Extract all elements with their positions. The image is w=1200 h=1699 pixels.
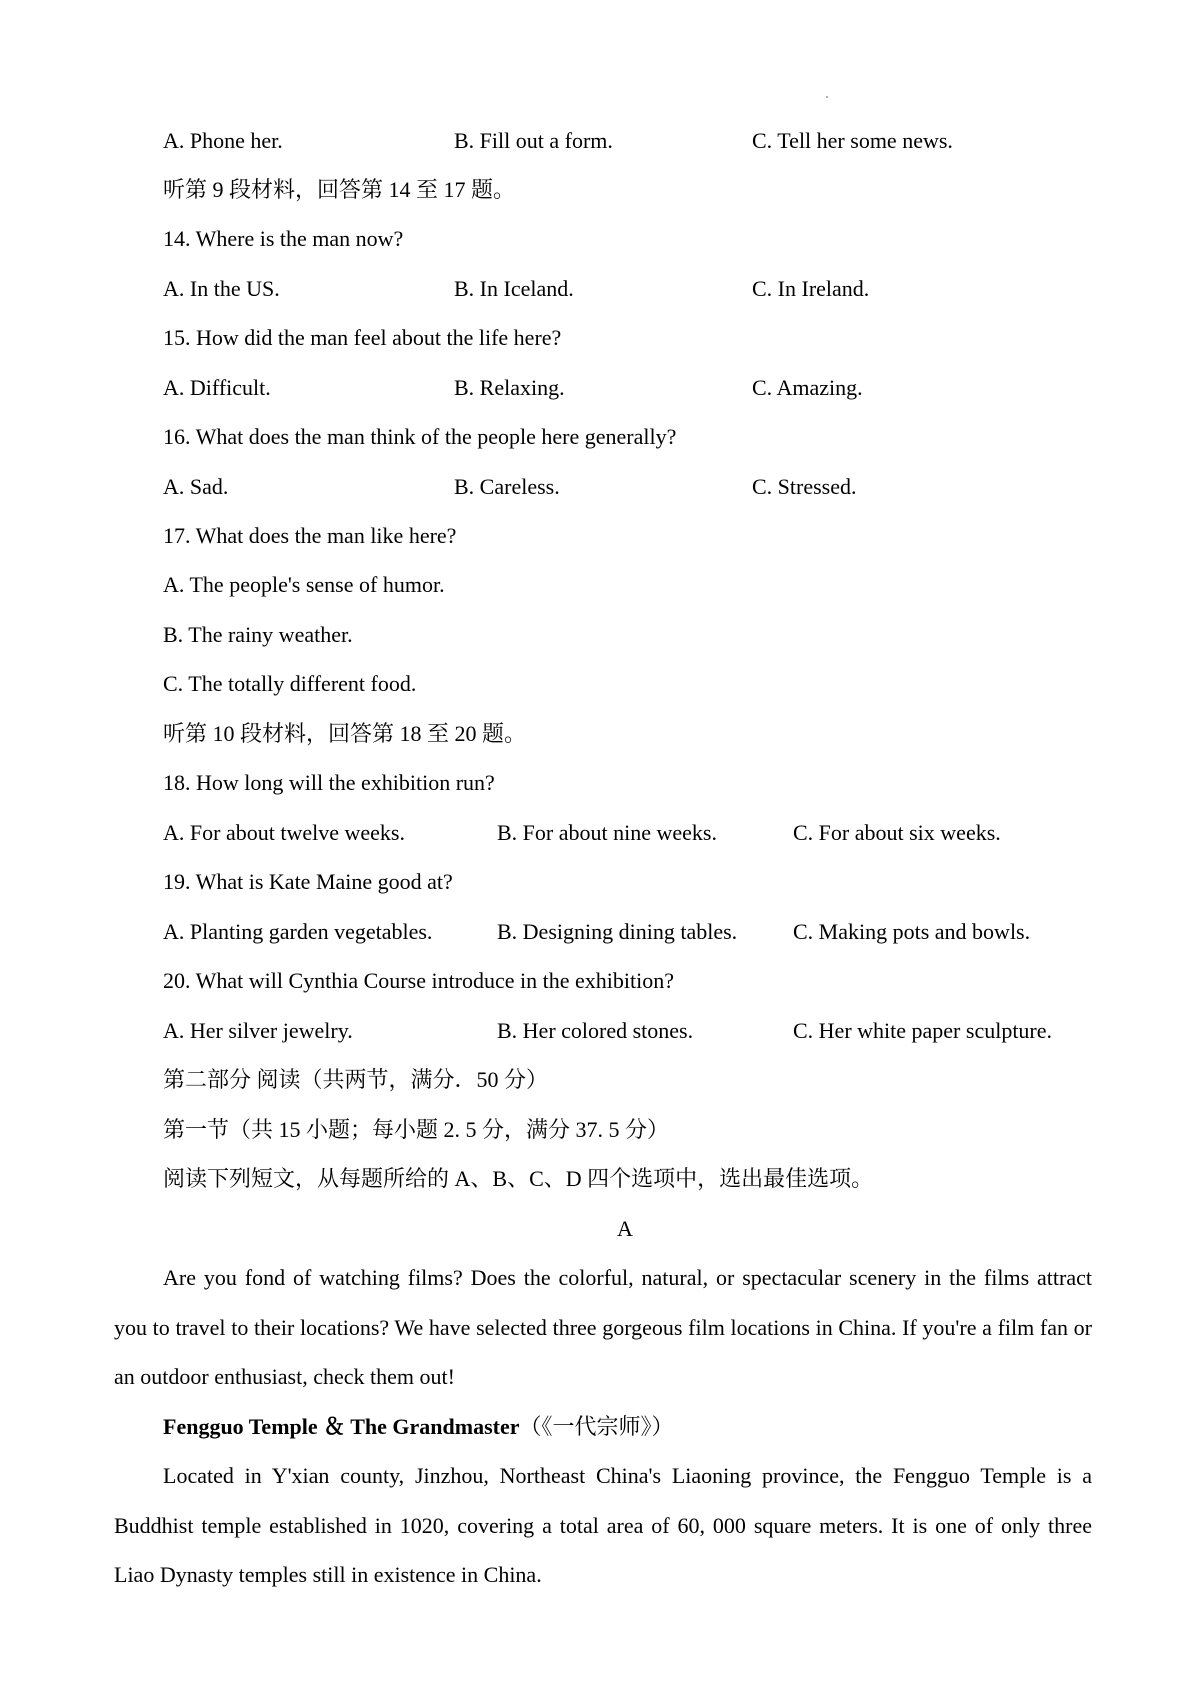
heading-chinese-title: （《一代宗师》） [519, 1414, 674, 1439]
q15-question: 15. How did the man feel about the life here? [163, 325, 562, 350]
q19-option-b: B. Designing dining tables. [497, 919, 738, 944]
heading-title: Fengguo Temple ＆ The Grandmaster [163, 1414, 520, 1439]
q15-option-b: B. Relaxing. [454, 375, 565, 400]
q20-question: 20. What will Cynthia Course introduce in the exhibition? [163, 968, 675, 993]
q17-option-a: A. The people's sense of humor. [163, 572, 445, 597]
section10-intro: 听第 10 段材料，回答第 18 至 20 题。 [163, 721, 527, 746]
q18-option-b: B. For about nine weeks. [497, 820, 717, 845]
q18-option-c: C. For about six weeks. [793, 820, 1001, 845]
part2-title: 第二部分 阅读（共两节，满分．50 分） [163, 1067, 549, 1092]
q17-option-b: B. The rainy weather. [163, 622, 353, 647]
q19-option-a: A. Planting garden vegetables. [163, 919, 433, 944]
q20-option-b: B. Her colored stones. [497, 1018, 694, 1043]
q16-option-b: B. Careless. [454, 474, 560, 499]
q17-question: 17. What does the man like here? [163, 523, 457, 548]
q14-option-a: A. In the US. [163, 276, 280, 301]
q16-question: 16. What does the man think of the people here generally? [163, 424, 677, 449]
q15-option-a: A. Difficult. [163, 375, 271, 400]
passage-intro-paragraph: Are you fond of watching films? Does the colorful, natural, or spectacular scenery in the films attract you to travel to their locations? We have selected three gorgeous film locations in China. If you're a film fan or an outdoor enthusiast, check them out! [114, 1265, 1092, 1389]
section9-intro: 听第 9 段材料，回答第 14 至 17 题。 [163, 177, 516, 202]
q17-option-c: C. The totally different food. [163, 671, 417, 696]
section-heading [163, 1412, 674, 1442]
q14-option-b: B. In Iceland. [454, 276, 574, 301]
q13-option-a: A. Phone her. [163, 128, 283, 153]
q20-option-a: A. Her silver jewelry. [163, 1018, 353, 1043]
q16-option-a: A. Sad. [163, 474, 229, 499]
q13-option-b: B. Fill out a form. [454, 128, 613, 153]
q15-option-c: C. Amazing. [752, 375, 863, 400]
scan-speck [826, 96, 828, 98]
q18-option-a: A. For about twelve weeks. [163, 820, 405, 845]
q18-question: 18. How long will the exhibition run? [163, 770, 495, 795]
passage-label: A [617, 1216, 633, 1241]
q14-question: 14. Where is the man now? [163, 226, 404, 251]
temple-paragraph: Located in Y'xian county, Jinzhou, Northeast China's Liaoning province, the Fengguo Temple is a Buddhist temple established in 1020, covering a total area of 60, 000 square meters. It is one of only three Liao Dynasty temples still in existence in China. [114, 1463, 1092, 1587]
reading-instructions: 阅读下列短文，从每题所给的 A、B、C、D 四个选项中，选出最佳选项。 [163, 1166, 874, 1191]
section1-title: 第一节（共 15 小题；每小题 2. 5 分，满分 37. 5 分） [163, 1117, 670, 1142]
q16-option-c: C. Stressed. [752, 474, 857, 499]
q19-option-c: C. Making pots and bowls. [793, 919, 1031, 944]
q14-option-c: C. In Ireland. [752, 276, 870, 301]
q13-option-c: C. Tell her some news. [752, 128, 953, 153]
q19-question: 19. What is Kate Maine good at? [163, 869, 453, 894]
q20-option-c: C. Her white paper sculpture. [793, 1018, 1053, 1043]
